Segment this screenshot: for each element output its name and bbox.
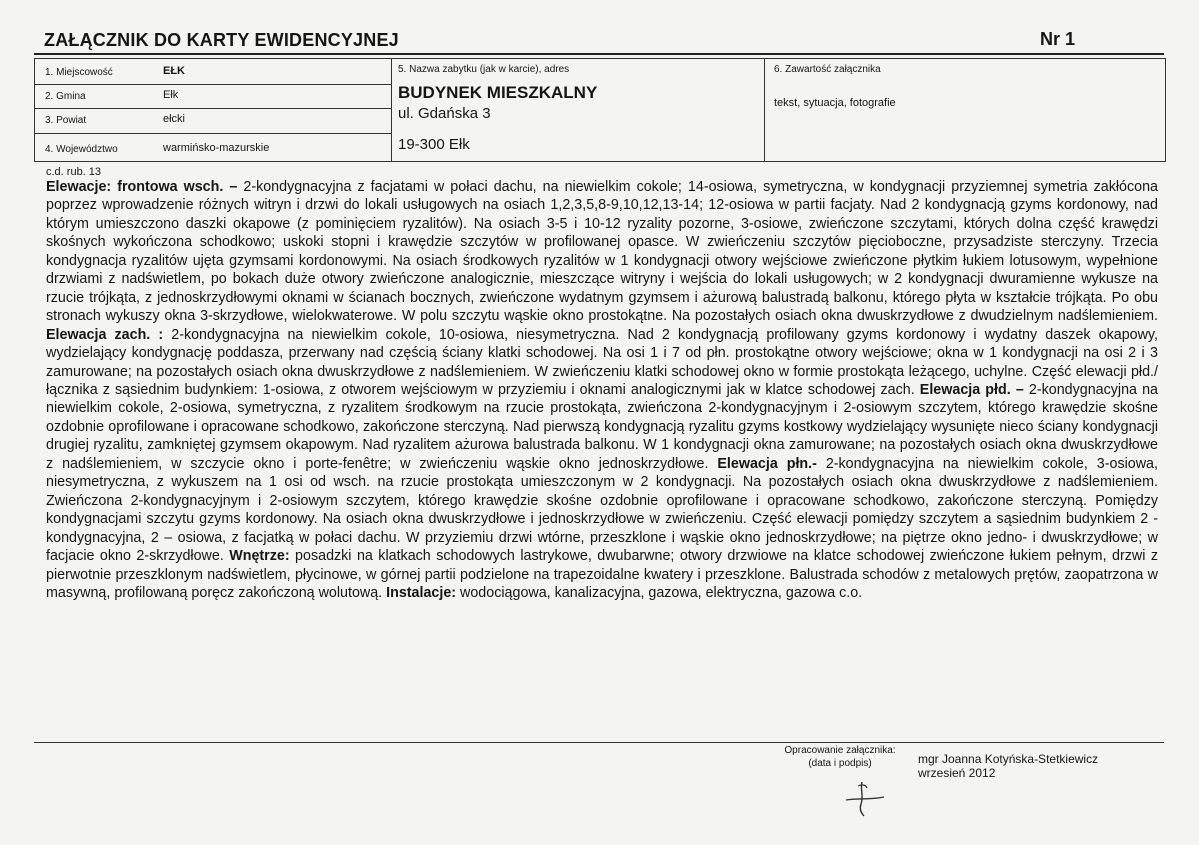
continuation-note: c.d. rub. 13: [46, 166, 102, 178]
prepared-label-line-2: (data i podpis): [808, 758, 872, 769]
heading-front: Elewacje: frontowa wsch. –: [46, 179, 238, 195]
text-south: 2-kondygnacyjna na niewielkim cokole, 2-osiowa, symetryczna, z ryzalitem środkowym na rzucie prostokąta, zwieńczona 2-kondygnacyjnym i 2-osiowym szczytem, którego krawędzie skośne ozdobnie oprofilowane i opracowane schodkowo, zakończone sterczyną. Nad pierwszą kondygnacją ryzalitu gzyms kostkowy wydzielający wysunięte nieco ściany kondygnacji drugiej ryzalitu, zamkniętej gzymsem okapowym. Nad ryzalitem ażurowa balustrada balkonu. W 1 kondygnacji okna zamurowane; na pozostałych osiach okna dwuskrzydłowe z nadślemieniem, w szczycie okno i porte-fenêtre; w zwieńczeniu wąskie okno jednoskrzydłowe.: [46, 381, 1158, 472]
wojewodztwo-label: 4. Województwo: [45, 144, 118, 155]
heading-west: Elewacja zach. :: [46, 326, 164, 343]
object-name: BUDYNEK MIESZKALNY: [398, 83, 598, 102]
grid-divider-1: [391, 59, 392, 161]
contents-value: tekst, sytuacja, fotografie: [774, 97, 896, 109]
miejscowosc-label: 1. Miejscowość: [45, 67, 113, 78]
gmina-label: 2. Gmina: [45, 91, 86, 102]
heading-south: Elewacja płd. –: [919, 381, 1024, 398]
grid-row-rule-2: [35, 108, 391, 109]
header-grid: [34, 58, 1166, 162]
text-west: 2-kondygnacyjna na niewielkim cokole, 10-osiowa, niesymetryczna. Nad 2 kondygnacją profilowany gzyms kordonowy i wydatny daszek okapowy, wydzielający kondygnację poddasza, przerwany nad częścią ściany klatki schodowej. Na osi 1 i 7 od płn. prostokątne otwory wejściowe; okna w 1 kondygnacji na osi 2 i 3 zamurowane; na pozostałych osiach okna dwuskrzydłowe z nadślemieniem. W zwieńczeniu klatki schodowej okno w formie prostokąta leżącego, uchylne. Część elewacji płd./łącznika z sąsiednim budynkiem: 1-osiowa, z otworem wejściowym w przyziemiu i oknami analogicznymi jak w klatce schodowej zach.: [46, 326, 1158, 398]
gmina-value: Ełk: [163, 89, 179, 101]
description-text: [46, 178, 1158, 602]
author-name: mgr Joanna Kotyńska-Stetkiewicz: [918, 752, 1099, 766]
text-front: 2-kondygnacyjna z facjatami w połaci dachu, na niewielkim cokole; 14-osiowa, symetryczna, w kondygnacji przyziemnej symetria zakłócona poprzez wprowadzenie różnych witryn i drzwi do lokali usługowych na osiach 1,2,3,5,8-9,10,12,13-14; 12-osiowa w partii facjaty. Nad 2 kondygnacją gzyms kordonowy, nad którym umieszczono daszki okapowe (z pominięciem ryzalitów). Na osiach 3-5 i 10-12 ryzality pozorne, 3-osiowe, zwieńczone szczytami, których dolna część krawędzi skośnych wykończona schodkowo; uskoki stopni i krawędzie szczytów w profilowanej opasce. W zwieńczeniu szczytów pięcioboczne, przysadziste sterczyny. Trzecia kondygnacja ryzalitów ujęta gzymsami kordonowymi. Na osiach środkowych ryzalitów w 1 kondygnacji otwory wejściowe zwieńczone płytkim łukiem lotusowym, wypełnione drzwiami z nadświetlem, po bokach duże otwory zwieńczone analogicznie, mieszczące witryny i wejścia do lokali usługowych; w 2 kondygnacji dwuramienne wykusze na rzucie trójkąta, z jednoskrzydłowymi oknami w ścianach bocznych, zwieńczone wydatnym gzymsem i ażurową balustradą balkonu, którego płyta w kształcie trójkąta. Po obu stronach wykuszy okna 3-skrzydłowe, wielokwaterowe. W polu szczytu wąskie okno prostokątne. Na pozostałych osiach okna dwuskrzydłowe z dwudzielnym nadślemieniem.: [46, 179, 1158, 325]
signature-mark: [840, 778, 890, 818]
contents-label: 6. Zawartość załącznika: [774, 64, 881, 75]
heading-north: Elewacja płn.-: [717, 455, 817, 472]
object-postal: 19-300 Ełk: [398, 136, 470, 153]
heading-interior: Wnętrze:: [229, 548, 290, 565]
powiat-label: 3. Powiat: [45, 115, 87, 126]
text-interior: posadzki na klatkach schodowych lastrykowe, dwubarwne; otwory drzwiowe na klatce schodowej zwieńczone łukiem pełnym, drzwi z pierwotnie przeszklonym nadświetlem, płycinowe, w górnej partii podzielone na trapezoidalne kwatery i przeszklone. Balustrada schodów z metalowych prętów, zaopatrzona w masywną, profilowaną poręcz zakończoną wolutową.: [46, 548, 1158, 601]
prepared-label: [770, 744, 910, 770]
wojewodztwo-value: warmińsko-mazurskie: [163, 142, 270, 154]
document-title: ZAŁĄCZNIK DO KARTY EWIDENCYJNEJ: [44, 30, 399, 50]
document-number: Nr 1: [1040, 29, 1076, 49]
prepared-label-line-1: Opracowanie załącznika:: [784, 745, 896, 756]
footer-rule: [34, 742, 1164, 743]
powiat-value: ełcki: [163, 113, 186, 125]
miejscowosc-value: EŁK: [163, 65, 185, 77]
object-street: ul. Gdańska 3: [398, 105, 491, 122]
grid-divider-2: [764, 59, 765, 161]
text-north: 2-kondygnacyjna na niewielkim cokole, 3-osiowa, niesymetryczna, z wykuszem na 1 osi od wsch. na rzucie prostokąta umieszczonym w 2 kondygnacji. Na pozostałych osiach okna dwuskrzydłowe z nadślemieniem. Zwieńczona 2-kondygnacyjnym i 2-osiowym szczytem, którego krawędzie skośne ozdobnie oprofilowane i opracowane schodkowo, zakończone sterczyną. Pomiędzy kondygnacjami szczytu gzyms kordonowy. Na osiach okna dwuskrzydłowe i jednoskrzydłowe w zwieńczeniu. Część elewacji pomiędzy szczytem a sąsiednim budynkiem 2 - kondygnacyjna, 2 – osiowa, z facjatką w połaci dachu. W przyziemiu drzwi wtórne, przeszklone i wąskie okno jednoskrzydłowe; na piętrze okno jedno- i dwuskrzydłowe; w facjacie okno 2-skrzydłowe.: [46, 455, 1158, 565]
heading-installations: Instalacje:: [386, 584, 457, 601]
text-installations: wodociągowa, kanalizacyjna, gazowa, elektryczna, gazowa c.o.: [456, 584, 863, 601]
title-rule: [34, 53, 1164, 55]
grid-row-rule-3: [35, 133, 391, 134]
grid-row-rule-1: [35, 84, 391, 85]
prepared-date: wrzesień 2012: [918, 766, 996, 780]
object-label: 5. Nazwa zabytku (jak w karcie), adres: [398, 64, 570, 75]
